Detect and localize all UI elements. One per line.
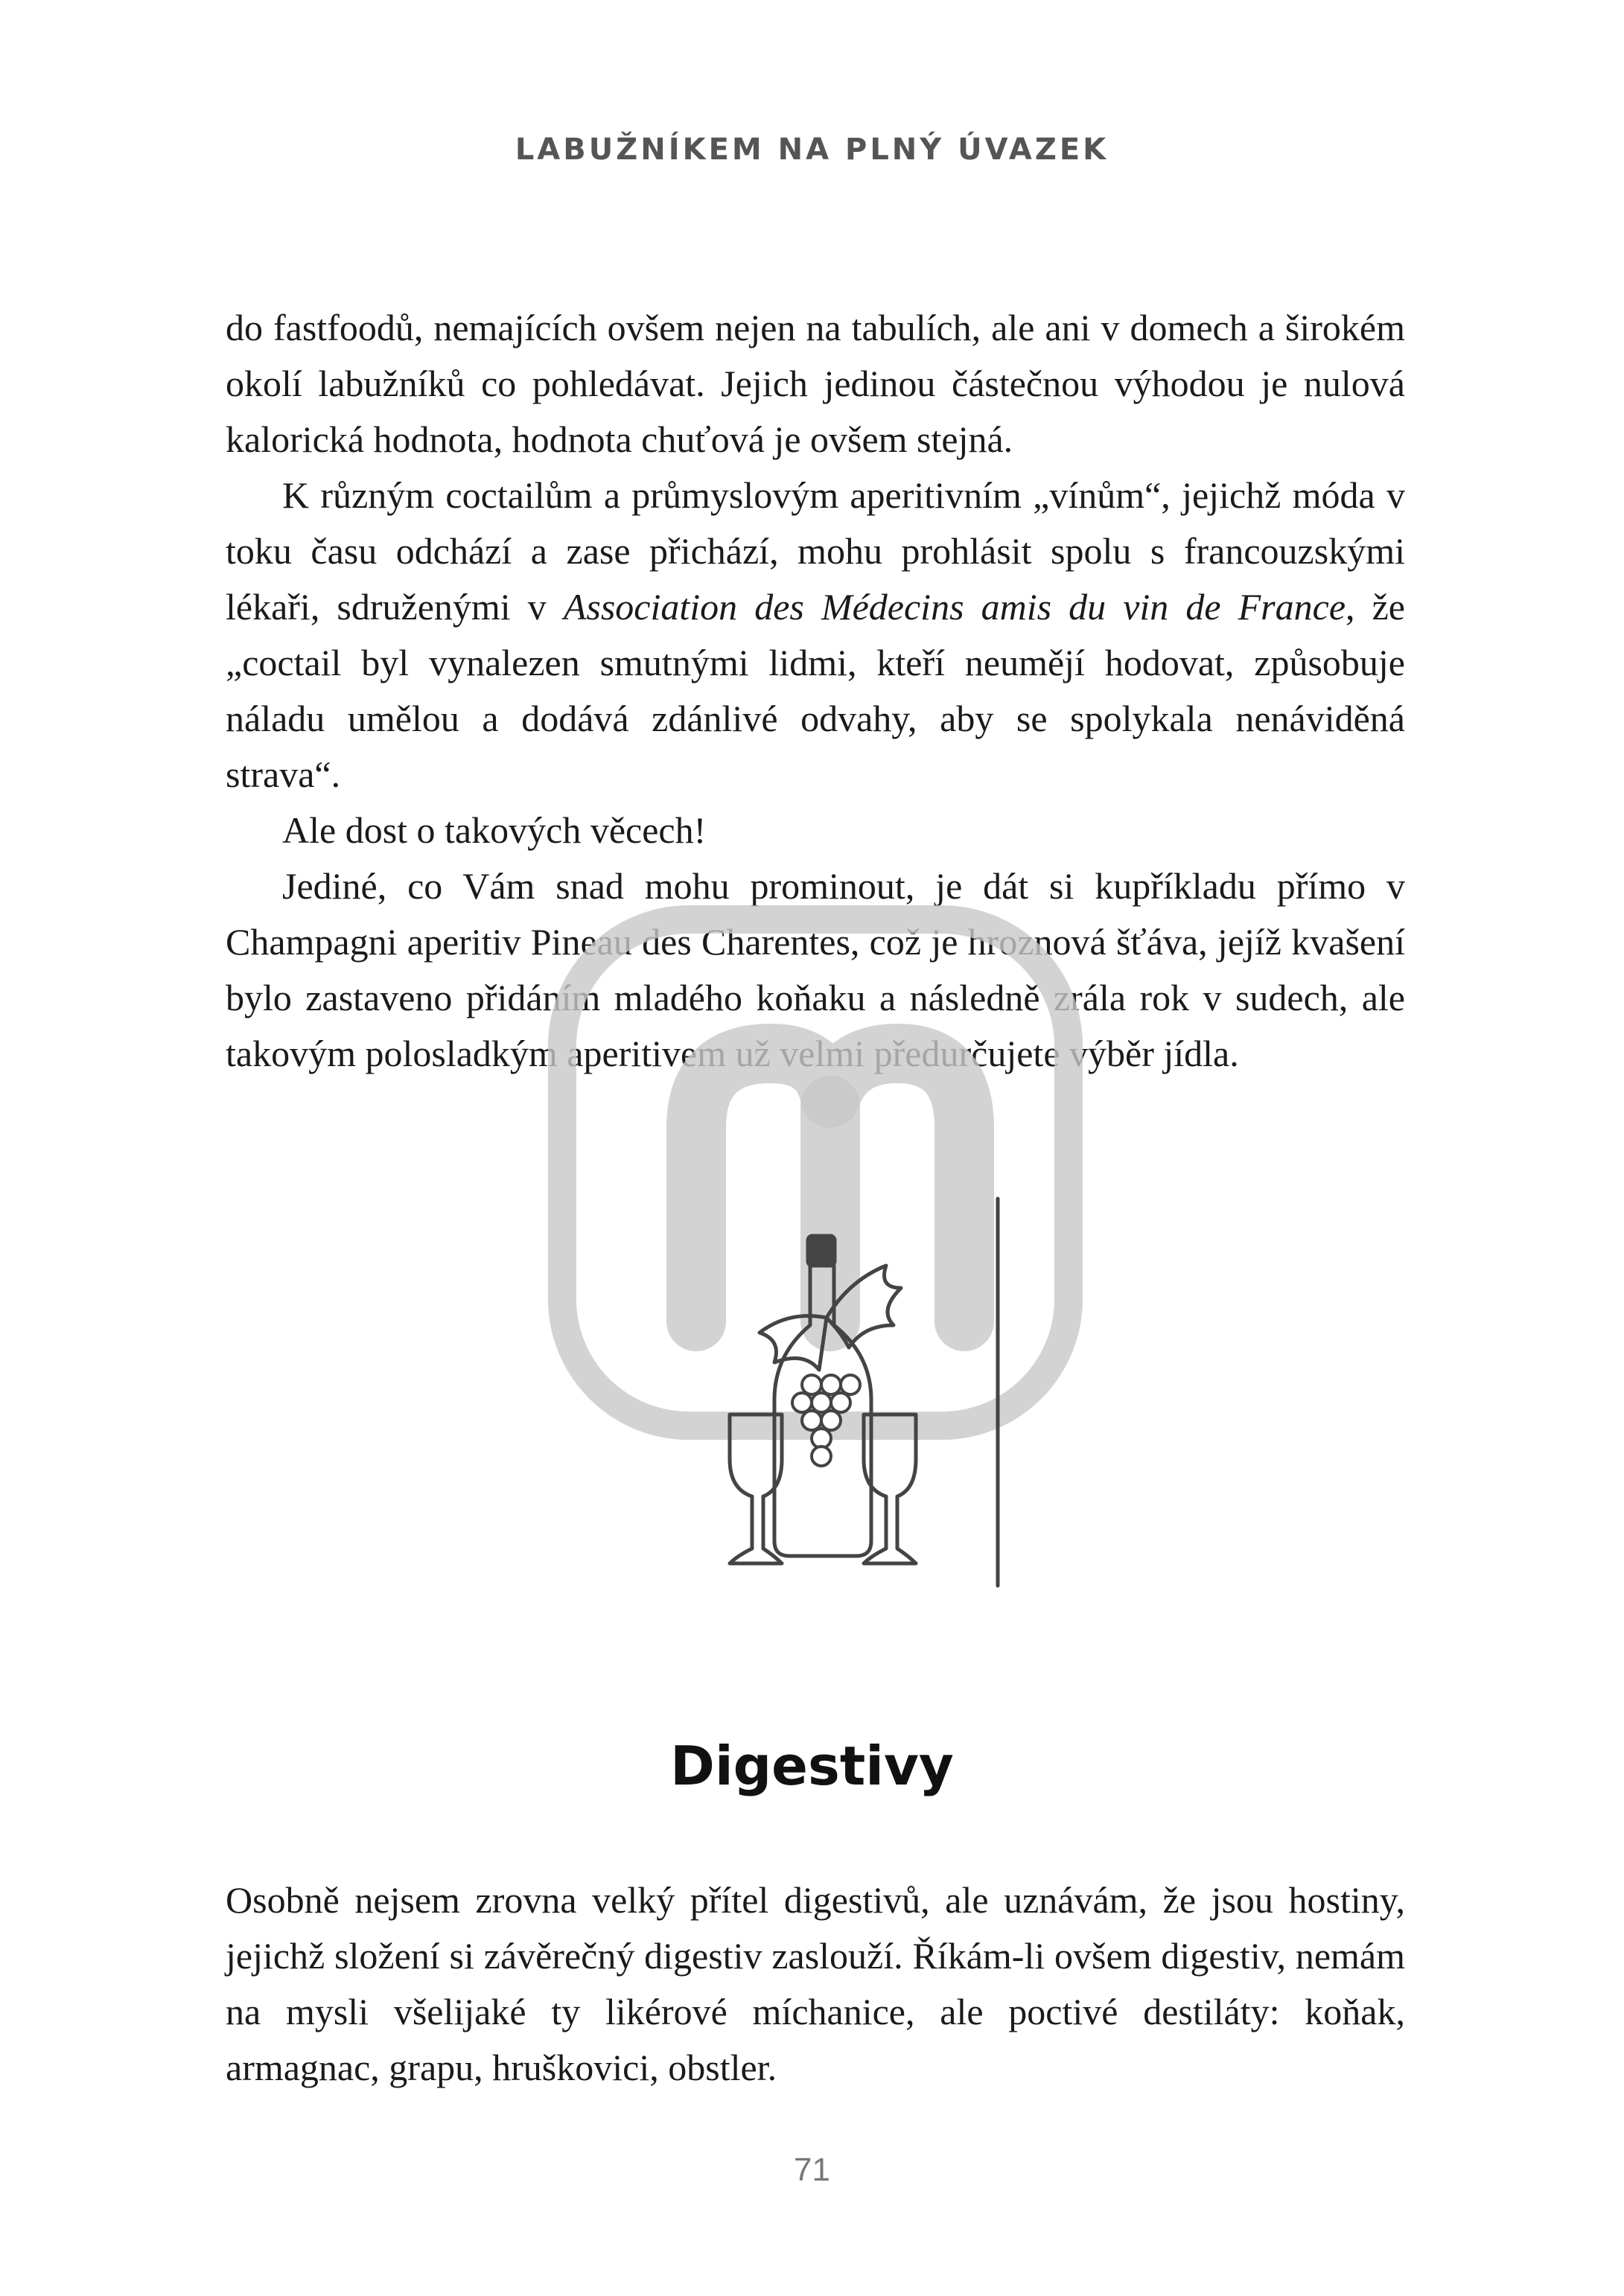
wine-bottle-glasses-grapes-icon: [700, 1191, 1028, 1608]
section-paragraph-1: Osobně nejsem zrovna velký přítel digestivů, ale uznávám, že jsou hostiny, jejichž složení si závěrečný digestiv zaslouží. Říkám-li ovšem digestiv, nemám na mysli všelijaké ty likérové míchanice, ale poctivé destiláty: koňak, armagnac, grapu, hruškovici, obstler.: [226, 1879, 1405, 2088]
paragraph-3: Ale dost o takových věcech!: [282, 809, 707, 851]
paragraph-2-end: , že „coctail byl vynalezen smutnými lidmi, kteří neumějí hodovat, způsobuje náladu umělou a dodává zdánlivé odvahy, aby se spolykala nenáviděná strava“.: [226, 586, 1405, 795]
paragraph-2: [226, 468, 1405, 803]
intro-text: [226, 300, 1405, 1082]
section-heading: Digestivy: [670, 1735, 954, 1797]
association-name: Association des Médecins amis du vin de France: [563, 586, 1346, 628]
paragraph-2-start: K různým coctailům a průmyslovým aperitivním „vínům“, jejichž móda v toku času odchází a zase přichází, mohu prohlásit spolu s francouzskými lékaři, sdruženými v: [226, 474, 1405, 628]
page-number: 71: [794, 2152, 830, 2188]
paragraph-1: do fastfoodů, nemajících ovšem nejen na tabulích, ale ani v domech a širokém okolí labužníků co pohledávat. Jejich jedinou částečnou výhodou je nulová kalorická hodnota, hodnota chuťová je ovšem stejná.: [226, 307, 1405, 460]
paragraph-4: Jediné, co Vám snad mohu prominout, je dát si kupříkladu přímo v Champagni aperitiv Pineau des Charentes, což je hroznová šťáva, jejíž kvašení bylo zastaveno přidáním mladého koňaku a následně zrála rok v sudech, ale takovým polosladkým aperitivem už velmi předurčujete výběr jídla.: [226, 865, 1405, 1074]
running-header: LABUŽNÍKEM NA PLNÝ ÚVAZEK: [515, 133, 1109, 167]
section-text: [226, 1872, 1405, 2096]
